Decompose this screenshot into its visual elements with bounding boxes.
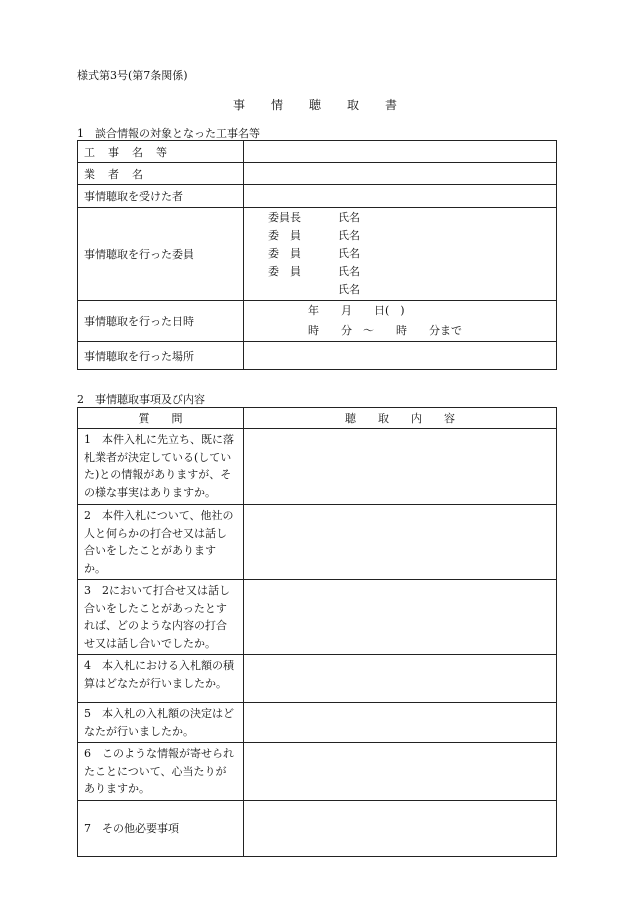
title-char: 事 (232, 98, 245, 112)
contractor-name-label: 業 者 名 (78, 163, 244, 185)
member-row: 委 員 氏名 (268, 229, 360, 242)
answer-field-4[interactable] (244, 655, 557, 703)
datetime-field[interactable] (244, 301, 557, 342)
answer-field-1[interactable] (244, 429, 557, 505)
committee-members-label: 事情聴取を行った委員 (78, 208, 244, 301)
question-column-header: 質 問 (78, 408, 244, 429)
title-char: 聴 (308, 98, 321, 112)
interviewee-field[interactable] (244, 185, 557, 208)
document-title (0, 96, 630, 113)
date-line: 年 月 日( ) (308, 304, 405, 317)
committee-members-field[interactable] (244, 208, 557, 301)
answer-field-5[interactable] (244, 703, 557, 743)
section2-heading: 2 事情聴取事項及び内容 (77, 393, 205, 406)
title-char: 情 (270, 98, 283, 112)
place-label: 事情聴取を行った場所 (78, 342, 244, 370)
question-5: 5 本入札の入札額の決定はどなたが行いましたか。 (78, 703, 244, 743)
question-7: 7 その他必要事項 (78, 800, 244, 856)
interviewee-label: 事情聴取を受けた者 (78, 185, 244, 208)
place-field[interactable] (244, 342, 557, 370)
section1-heading: 1 談合情報の対象となった工事名等 (77, 127, 260, 140)
construction-name-field[interactable] (244, 141, 557, 163)
answer-field-7[interactable] (244, 800, 557, 856)
question-3: 3 2において打合せ又は話し合いをしたことがあったとすれば、どのような内容の打合せ又は話し合いでしたか。 (78, 580, 244, 655)
work-info-table (77, 140, 557, 370)
answer-field-6[interactable] (244, 743, 557, 801)
title-char: 取 (347, 98, 360, 112)
question-1: 1 本件入札に先立ち、既に落札業者が決定している(していた)との情報がありますが、その様な事実はありますか。 (78, 429, 244, 505)
content-column-header: 聴 取 内 容 (244, 408, 557, 429)
member-row: 委 員 氏名 (268, 247, 360, 260)
member-row: 委員長 氏名 (268, 211, 360, 224)
question-2: 2 本件入札について、他社の人と何らかの打合せ又は話し合いをしたことがありますか。 (78, 505, 244, 580)
datetime-label: 事情聴取を行った日時 (78, 301, 244, 342)
form-number: 様式第3号(第7条関係) (77, 69, 188, 82)
answer-field-2[interactable] (244, 505, 557, 580)
time-line: 時 分 ～ 時 分まで (308, 324, 462, 337)
answer-field-3[interactable] (244, 580, 557, 655)
member-row: 氏名 (338, 283, 360, 296)
interview-table (77, 407, 557, 857)
member-row: 委 員 氏名 (268, 265, 360, 278)
question-4: 4 本入札における入札額の積算はどなたが行いましたか。 (78, 655, 244, 703)
construction-name-label: 工 事 名 等 (78, 141, 244, 163)
question-6: 6 このような情報が寄せられたことについて、心当たりがありますか。 (78, 743, 244, 801)
contractor-name-field[interactable] (244, 163, 557, 185)
title-char: 書 (385, 98, 398, 112)
